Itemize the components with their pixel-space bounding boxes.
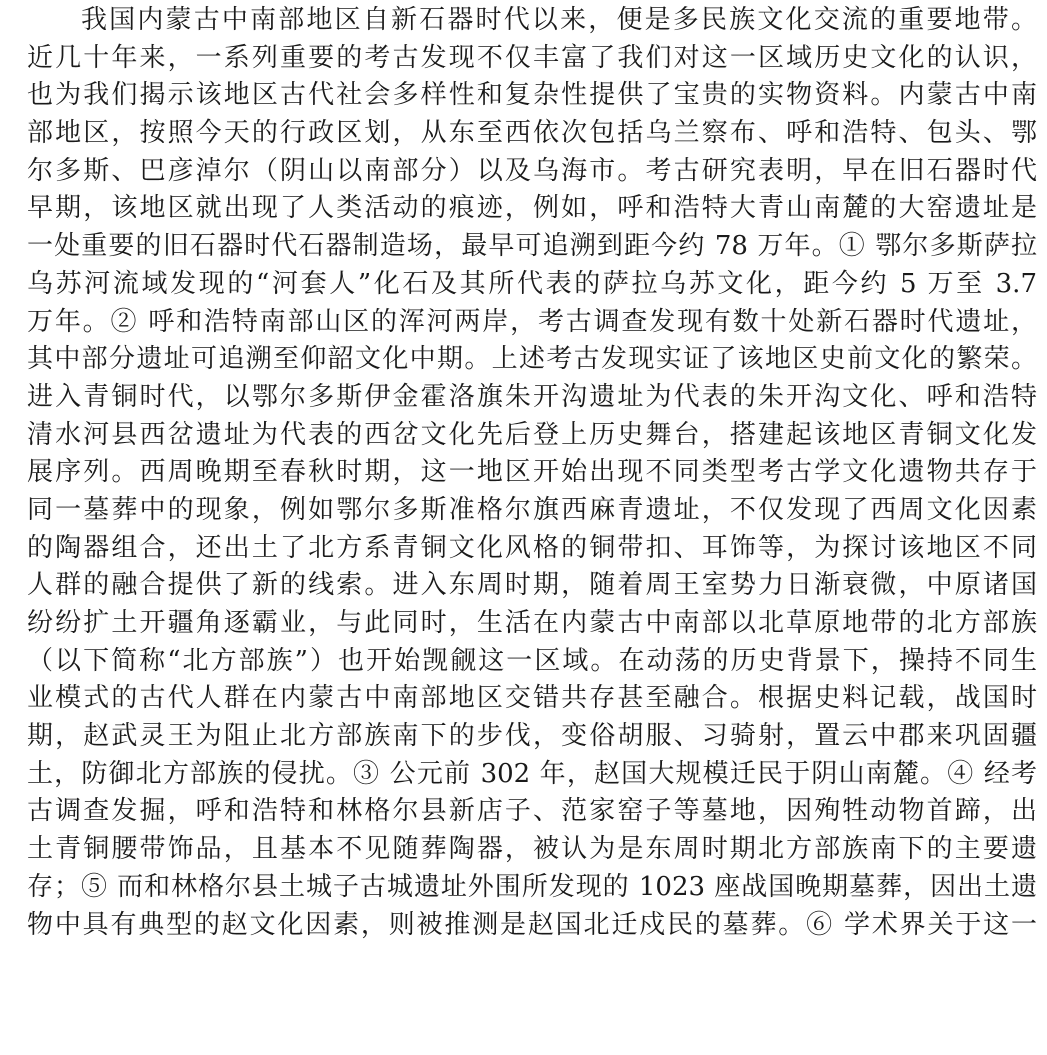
text-line: 近几十年来，一系列重要的考古发现不仅丰富了我们对这一区域历史文化的认识，	[27, 42, 1037, 73]
text-line: 我国内蒙古中南部地区自新石器时代以来，便是多民族文化交流的重要地带。	[81, 5, 1037, 35]
text-line: 清水河县西岔遗址为代表的西岔文化先后登上历史舞台，搭建起该地区青铜文化发	[27, 419, 1037, 450]
document-page	[27, 0, 1037, 1055]
body-paragraph	[27, 0, 1037, 944]
text-line: 乌苏河流域发现的“河套人”化石及其所代表的萨拉乌苏文化，距今约 5 万至 3.7	[27, 268, 1037, 299]
text-line: 的陶器组合，还出土了北方系青铜文化风格的铜带扣、耳饰等，为探讨该地区不同	[27, 532, 1037, 563]
text-line: 人群的融合提供了新的线索。进入东周时期，随着周王室势力日渐衰微，中原诸国	[27, 570, 1037, 601]
text-line: 万年。② 呼和浩特南部山区的浑河两岸，考古调查发现有数十处新石器时代遗址，	[27, 306, 1037, 337]
text-line: 部地区，按照今天的行政区划，从东至西依次包括乌兰察布、呼和浩特、包头、鄂	[27, 118, 1037, 149]
text-line: 同一墓葬中的现象，例如鄂尔多斯准格尔旗西麻青遗址，不仅发现了西周文化因素	[27, 494, 1037, 525]
text-line: 古调查发掘，呼和浩特和林格尔县新店子、范家窑子等墓地，因殉牲动物首蹄，出	[27, 796, 1037, 827]
text-line: （以下简称“北方部族”）也开始觊觎这一区域。在动荡的历史背景下，操持不同生	[27, 645, 1037, 676]
text-line: 其中部分遗址可追溯至仰韶文化中期。上述考古发现实证了该地区史前文化的繁荣。	[27, 344, 1037, 375]
text-line: 早期，该地区就出现了人类活动的痕迹，例如，呼和浩特大青山南麓的大窑遗址是	[27, 193, 1037, 224]
text-line: 进入青铜时代，以鄂尔多斯伊金霍洛旗朱开沟遗址为代表的朱开沟文化、呼和浩特	[27, 381, 1037, 412]
text-line: 也为我们揭示该地区古代社会多样性和复杂性提供了宝贵的实物资料。内蒙古中南	[27, 80, 1037, 111]
text-line: 存；⑤ 而和林格尔县土城子古城遗址外围所发现的 1023 座战国晚期墓葬，因出土遗	[27, 871, 1037, 902]
text-line: 土青铜腰带饰品，且基本不见随葬陶器，被认为是东周时期北方部族南下的主要遗	[27, 834, 1037, 865]
text-line: 物中具有典型的赵文化因素，则被推测是赵国北迁戍民的墓葬。⑥ 学术界关于这一	[27, 909, 1037, 940]
text-line: 尔多斯、巴彦淖尔（阴山以南部分）以及乌海市。考古研究表明，早在旧石器时代	[27, 155, 1037, 186]
text-line: 土，防御北方部族的侵扰。③ 公元前 302 年，赵国大规模迁民于阴山南麓。④ 经考	[27, 758, 1037, 789]
text-line: 展序列。西周晚期至春秋时期，这一地区开始出现不同类型考古学文化遗物共存于	[27, 457, 1037, 488]
text-line: 一处重要的旧石器时代石器制造场，最早可追溯到距今约 78 万年。① 鄂尔多斯萨拉	[27, 231, 1037, 262]
text-line: 纷纷扩土开疆角逐霸业，与此同时，生活在内蒙古中南部以北草原地带的北方部族	[27, 608, 1037, 638]
text-line: 业模式的古代人群在内蒙古中南部地区交错共存甚至融合。根据史料记载，战国时	[27, 683, 1037, 714]
text-line: 期，赵武灵王为阻止北方部族南下的步伐，变俗胡服、习骑射，置云中郡来巩固疆	[27, 721, 1037, 752]
